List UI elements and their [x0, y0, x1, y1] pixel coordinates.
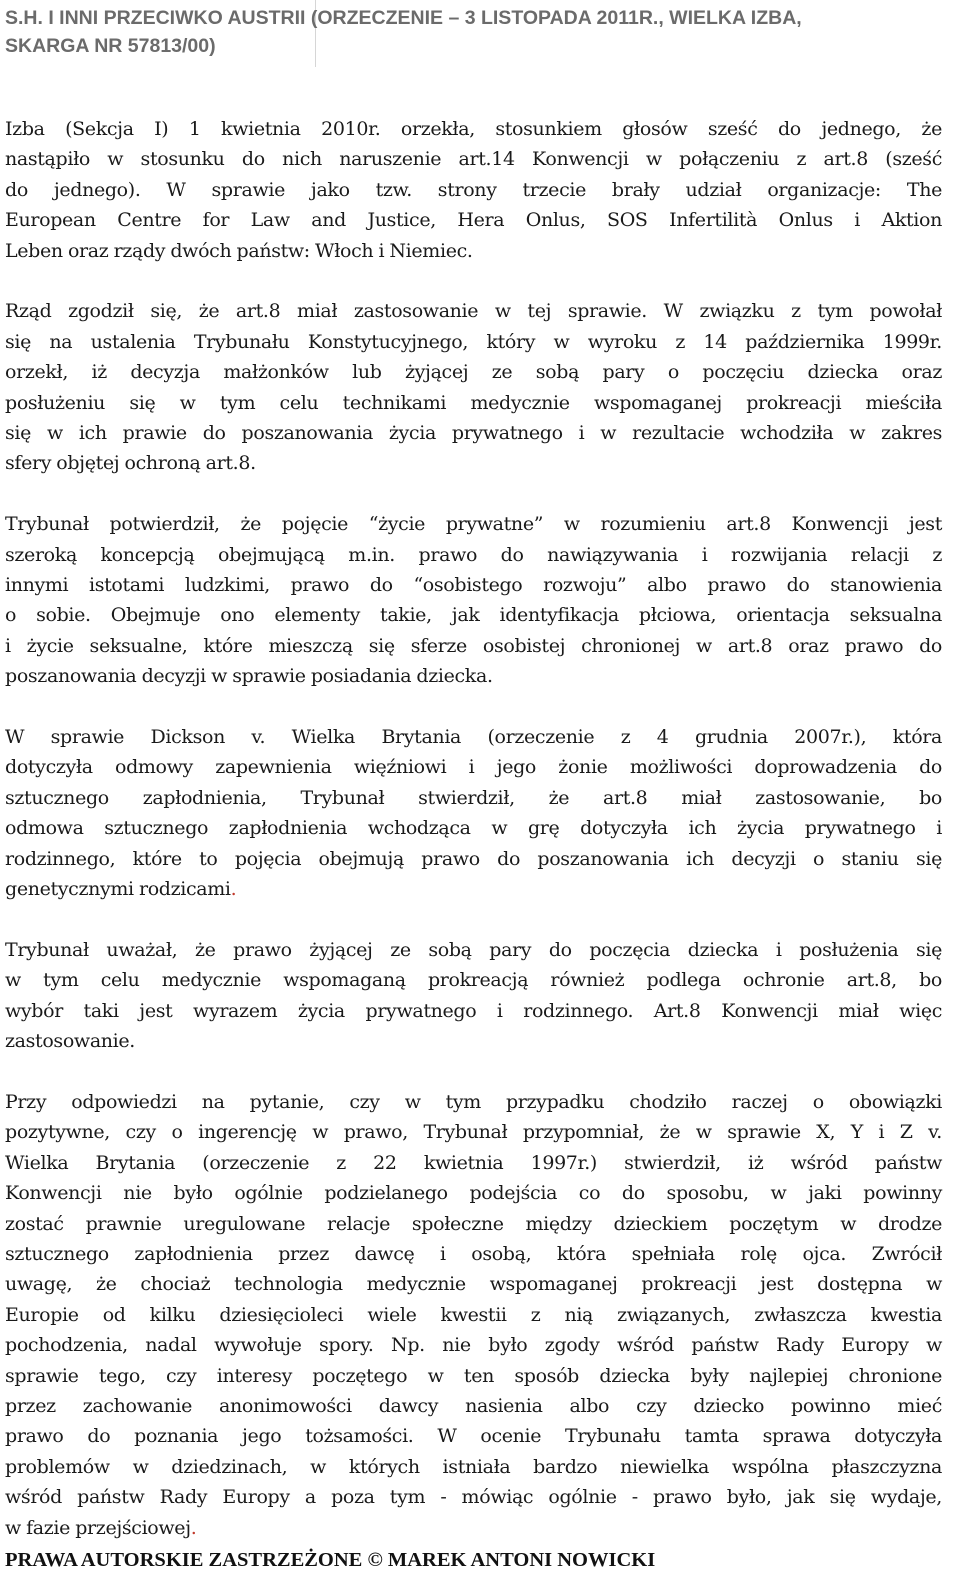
paragraph-line: i życie seksualne, które mieszczą się sferze osobistej chronionej w art.8 oraz prawo do [5, 634, 942, 657]
paragraph-line: Trybunał potwierdził, że pojęcie “życie prywatne” w rozumieniu art.8 Konwencji jest [5, 513, 942, 536]
paragraph-line [5, 1513, 942, 1543]
paragraph [5, 296, 942, 478]
paragraph-line: do jednego). W sprawie jako tzw. strony trzecie brały udział organizacje: The [5, 178, 942, 201]
paragraph [5, 1087, 942, 1543]
paragraph-line [5, 874, 942, 904]
paragraph-end-mark: . [230, 878, 237, 901]
paragraph-line: posłużeniu się w tym celu technikami medycznie wspomaganej prokreacji mieściła [5, 391, 942, 414]
paragraph-line: W sprawie Dickson v. Wielka Brytania (orzeczenie z 4 grudnia 2007r.), która [5, 726, 942, 749]
paragraph-line: prawo do poznania jego tożsamości. W ocenie Trybunału tamta sprawa dotyczyła [5, 1425, 942, 1448]
paragraph-line: sprawie tego, czy interesy poczętego w ten sposób dziecka były najlepiej chronione [5, 1364, 942, 1387]
paragraph-line: dotyczyła odmowy zapewnienia więźniowi i jego żonie możliwości doprowadzenia do [5, 756, 942, 779]
paragraph [5, 114, 942, 266]
paragraph-line: sztucznego zapłodnienia przez dawcę i osobą, która spełniała rolę ojca. Zwrócił [5, 1242, 942, 1265]
paragraph-line: sfery objętej ochroną art.8. [5, 452, 256, 475]
paragraph-line: Konwencji nie było ogólnie podzielanego podejścia co do sposobu, w jaki powinny [5, 1182, 942, 1205]
paragraph-line: problemów w dziedzinach, w których istniała bardzo niewielka wspólna płaszczyzna [5, 1455, 942, 1478]
paragraph-line: się w ich prawie do poszanowania życia prywatnego i w rezultacie wchodziła w zakres [5, 422, 942, 445]
paragraph-line: uwagę, że chociaż technologia medycznie wspomaganej prokreacji jest dostępna w [5, 1273, 942, 1296]
header-title-line-2: SKARGA NR 57813/00) [5, 35, 216, 57]
paragraph-line: Wielka Brytania (orzeczenie z 22 kwietnia 1997r.) stwierdził, iż wśród państw [5, 1151, 942, 1174]
paragraph [5, 722, 942, 904]
paragraph-line: Trybunał uważał, że prawo żyjącej ze sobą pary do poczęcia dziecka i posłużenia się [5, 938, 942, 961]
copyright-footer: PRAWA AUTORSKIE ZASTRZEŻONE © MAREK ANTONI NOWICKI [5, 1549, 656, 1571]
paragraph-line: poszanowania decyzji w sprawie posiadania dziecka. [5, 665, 493, 688]
paragraph-line: wybór taki jest wyrazem życia prywatnego i rodzinnego. Art.8 Konwencji miał więc [5, 999, 942, 1022]
paragraph-line: Leben oraz rządy dwóch państw: Włoch i Niemiec. [5, 239, 473, 262]
paragraph-line: orzekł, iż decyzja małżonków lub żyjącej ze sobą pary o poczęciu dziecka oraz [5, 361, 942, 384]
paragraph-line: nastąpiło w stosunku do nich naruszenie art.14 Konwencji w połączeniu z art.8 (sześć [5, 148, 942, 171]
paragraph [5, 935, 942, 1057]
paragraph-line: się na ustalenia Trybunału Konstytucyjnego, który w wyroku z 14 października 1999r. [5, 330, 942, 353]
paragraph-line: wśród państw Rady Europy a poza tym - mówiąc ogólnie - prawo było, jak się wydaje, [5, 1486, 942, 1509]
paragraph-line: odmowa sztucznego zapłodnienia wchodząca w grę dotyczyła ich życia prywatnego i [5, 817, 942, 840]
paragraph-line: sztucznego zapłodnienia, Trybunał stwierdził, że art.8 miał zastosowanie, bo [5, 786, 942, 809]
paragraph-line: zastosowanie. [5, 1030, 135, 1053]
paragraph-line: o sobie. Obejmuje ono elementy takie, jak identyfikacja płciowa, orientacja seksualna [5, 604, 942, 627]
paragraph-line: innymi istotami ludzkimi, prawo do “osobistego rozwoju” albo prawo do stanowienia [5, 574, 942, 597]
paragraph-line: Izba (Sekcja I) 1 kwietnia 2010r. orzekła, stosunkiem głosów sześć do jednego, że [5, 118, 942, 140]
paragraph-line: zostać prawnie uregulowane relacje społeczne między dzieckiem poczętym w drodze [5, 1212, 942, 1235]
paragraph-line: European Centre for Law and Justice, Hera Onlus, SOS Infertilità Onlus i Aktion [5, 209, 942, 232]
paragraph-line: Przy odpowiedzi na pytanie, czy w tym przypadku chodziło raczej o obowiązki [5, 1090, 942, 1113]
paragraph-line: szeroką koncepcją obejmującą m.in. prawo do nawiązywania i rozwijania relacji z [5, 543, 942, 566]
paragraph-line: Rząd zgodził się, że art.8 miał zastosowanie w tej sprawie. W związku z tym powołał [5, 300, 942, 323]
paragraph-line: pozytywne, czy o ingerencję w prawo, Trybunał przypomniał, że w sprawie X, Y i Z v. [5, 1121, 942, 1144]
running-header [5, 0, 802, 67]
paragraph [5, 509, 942, 691]
paragraph-line: przez zachowanie anonimowości dawcy nasienia albo czy dziecko powinno mieć [5, 1394, 942, 1417]
header-title [5, 4, 945, 60]
header-title-line-1: S.H. I INNI PRZECIWKO AUSTRII (ORZECZENIE – 3 LISTOPADA 2011R., WIELKA IZBA, [5, 7, 802, 29]
line-text: w fazie przejściowej [5, 1516, 191, 1539]
paragraph-line: w tym celu medycznie wspomaganą prokreacją również podlega ochronie art.8, bo [5, 969, 942, 992]
paragraph-line: Europie od kilku dziesięcioleci wiele kwestii z nią związanych, zwłaszcza kwestia [5, 1303, 942, 1326]
paragraph-end-mark: . [190, 1516, 197, 1539]
paragraph-line: rodzinnego, które to pojęcia obejmują prawo do poszanowania ich decyzji o staniu się [5, 847, 942, 870]
paragraph-line: pochodzenia, nadal wywołuje spory. Np. nie było zgody wśród państw Rady Europy w [5, 1334, 942, 1357]
document-body [5, 114, 942, 1573]
line-text: genetycznymi rodzicami [5, 878, 231, 901]
